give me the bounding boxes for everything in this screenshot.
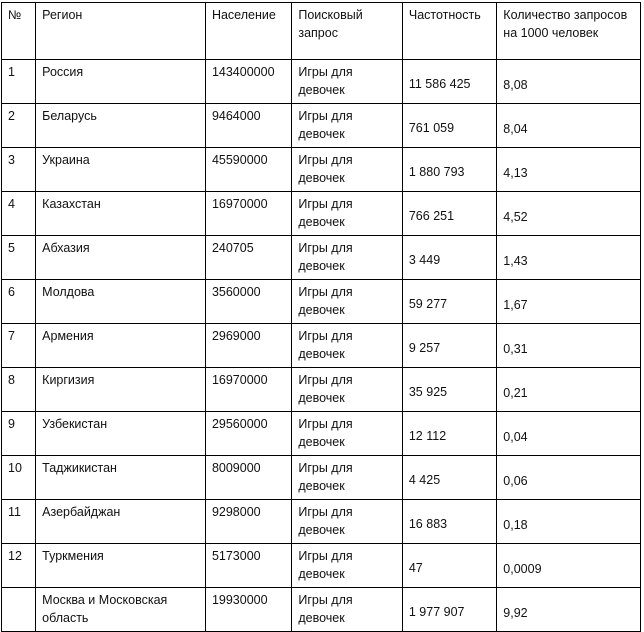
- header-query: Поисковый запрос: [292, 3, 403, 60]
- cell-frequency: 4 425: [402, 456, 496, 500]
- cell-population: 29560000: [205, 412, 291, 456]
- table-row: [2, 324, 641, 368]
- cell-region: Таджикистан: [36, 456, 206, 500]
- table-row: [2, 412, 641, 456]
- cell-num: 11: [2, 500, 36, 544]
- cell-region: Россия: [36, 60, 206, 104]
- cell-population: 240705: [205, 236, 291, 280]
- header-population: Население: [205, 3, 291, 60]
- table-row: [2, 60, 641, 104]
- cell-per-1000: 0,21: [497, 368, 641, 412]
- cell-num: 7: [2, 324, 36, 368]
- table-row: [2, 148, 641, 192]
- cell-population: 143400000: [205, 60, 291, 104]
- cell-region: Азербайджан: [36, 500, 206, 544]
- cell-query: Игры для девочек: [292, 280, 403, 324]
- header-region: Регион: [36, 3, 206, 60]
- table-row: [2, 104, 641, 148]
- cell-frequency: 47: [402, 544, 496, 588]
- cell-frequency: 35 925: [402, 368, 496, 412]
- cell-frequency: 12 112: [402, 412, 496, 456]
- cell-per-1000: 8,08: [497, 60, 641, 104]
- header-per-1000: Количество запросов на 1000 человек: [497, 3, 641, 60]
- cell-query: Игры для девочек: [292, 324, 403, 368]
- cell-region: Казахстан: [36, 192, 206, 236]
- cell-frequency: 1 880 793: [402, 148, 496, 192]
- cell-per-1000: 0,06: [497, 456, 641, 500]
- cell-region: Абхазия: [36, 236, 206, 280]
- cell-population: 9464000: [205, 104, 291, 148]
- cell-frequency: 9 257: [402, 324, 496, 368]
- cell-query: Игры для девочек: [292, 588, 403, 632]
- cell-num: 6: [2, 280, 36, 324]
- table-row: [2, 280, 641, 324]
- cell-num: 8: [2, 368, 36, 412]
- cell-population: 16970000: [205, 368, 291, 412]
- cell-population: 2969000: [205, 324, 291, 368]
- cell-frequency: 16 883: [402, 500, 496, 544]
- cell-population: 9298000: [205, 500, 291, 544]
- cell-region: Молдова: [36, 280, 206, 324]
- cell-frequency: 11 586 425: [402, 60, 496, 104]
- cell-query: Игры для девочек: [292, 412, 403, 456]
- cell-population: 8009000: [205, 456, 291, 500]
- cell-region: Москва и Московская область: [36, 588, 206, 632]
- cell-per-1000: 8,04: [497, 104, 641, 148]
- cell-num: 12: [2, 544, 36, 588]
- table-row: [2, 544, 641, 588]
- cell-query: Игры для девочек: [292, 148, 403, 192]
- header-frequency: Частотность: [402, 3, 496, 60]
- cell-per-1000: 0,18: [497, 500, 641, 544]
- cell-num: [2, 588, 36, 632]
- cell-per-1000: 9,92: [497, 588, 641, 632]
- table-row: [2, 500, 641, 544]
- table-row: [2, 588, 641, 632]
- cell-frequency: 3 449: [402, 236, 496, 280]
- cell-region: Армения: [36, 324, 206, 368]
- table-row: [2, 236, 641, 280]
- cell-frequency: 761 059: [402, 104, 496, 148]
- cell-query: Игры для девочек: [292, 60, 403, 104]
- cell-frequency: 59 277: [402, 280, 496, 324]
- cell-per-1000: 4,13: [497, 148, 641, 192]
- cell-per-1000: 4,52: [497, 192, 641, 236]
- cell-num: 2: [2, 104, 36, 148]
- cell-num: 3: [2, 148, 36, 192]
- cell-population: 45590000: [205, 148, 291, 192]
- cell-num: 10: [2, 456, 36, 500]
- cell-query: Игры для девочек: [292, 500, 403, 544]
- table-row: [2, 456, 641, 500]
- cell-num: 9: [2, 412, 36, 456]
- cell-query: Игры для девочек: [292, 368, 403, 412]
- cell-population: 3560000: [205, 280, 291, 324]
- cell-region: Узбекистан: [36, 412, 206, 456]
- cell-num: 5: [2, 236, 36, 280]
- cell-region: Украина: [36, 148, 206, 192]
- cell-query: Игры для девочек: [292, 544, 403, 588]
- cell-query: Игры для девочек: [292, 456, 403, 500]
- cell-query: Игры для девочек: [292, 192, 403, 236]
- cell-region: Беларусь: [36, 104, 206, 148]
- cell-num: 4: [2, 192, 36, 236]
- table-row: [2, 368, 641, 412]
- cell-region: Киргизия: [36, 368, 206, 412]
- cell-per-1000: 1,67: [497, 280, 641, 324]
- cell-per-1000: 0,04: [497, 412, 641, 456]
- cell-region: Туркмения: [36, 544, 206, 588]
- cell-num: 1: [2, 60, 36, 104]
- cell-frequency: 1 977 907: [402, 588, 496, 632]
- cell-population: 19930000: [205, 588, 291, 632]
- region-query-table: [1, 2, 641, 632]
- header-row: [2, 3, 641, 60]
- cell-query: Игры для девочек: [292, 236, 403, 280]
- cell-per-1000: 0,31: [497, 324, 641, 368]
- header-num: №: [2, 3, 36, 60]
- cell-per-1000: 1,43: [497, 236, 641, 280]
- cell-frequency: 766 251: [402, 192, 496, 236]
- cell-per-1000: 0,0009: [497, 544, 641, 588]
- cell-population: 5173000: [205, 544, 291, 588]
- table-row: [2, 192, 641, 236]
- cell-population: 16970000: [205, 192, 291, 236]
- cell-query: Игры для девочек: [292, 104, 403, 148]
